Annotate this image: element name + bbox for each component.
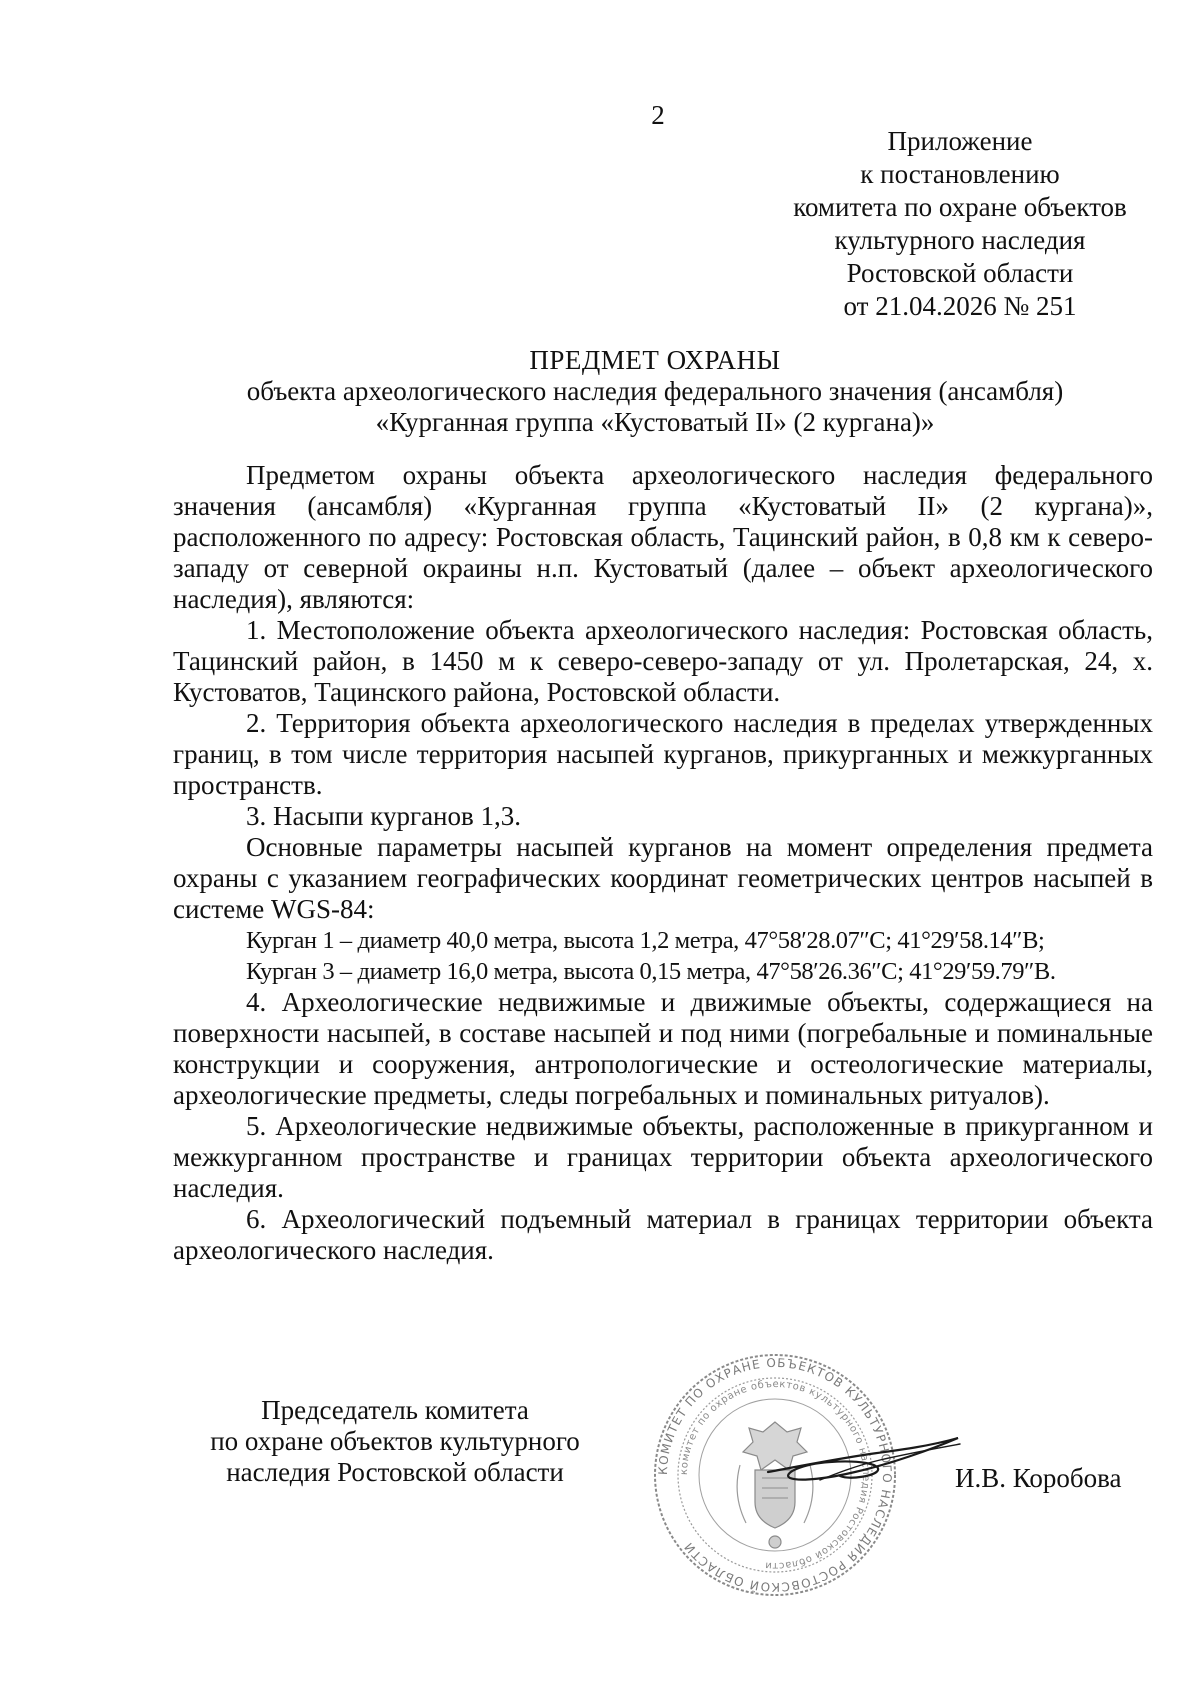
kurgan-3-line: Курган 3 – диаметр 16,0 метра, высота 0,15 метра, 47°58′26.36″С; 41°29′59.79″В.	[246, 958, 1056, 985]
kurgan-1-line: Курган 1 – диаметр 40,0 метра, высота 1,2 метра, 47°58′28.07″С; 41°29′58.14″В;	[246, 927, 1045, 954]
signatory-position	[170, 1395, 620, 1488]
title-object-name: «Курганная группа «Кустоватый II» (2 кургана)»	[375, 407, 935, 437]
intro-paragraph: Предметом охраны объекта археологического наследия федерального значения (ансамбля) «Курганная группа «Кустоватый II» (2 кургана)», расположенного по адресу: Ростовская область, Тацинский район, в 0,8 км к северо-западу от северной окраины н.п. Кустоватый (далее – объект археологического наследия), являются:	[173, 460, 1153, 614]
item-mounds: 3. Насыпи курганов 1,3.	[246, 801, 521, 831]
item-archaeological-objects: 4. Археологические недвижимые и движимые объекты, содержащиеся на поверхности насыпей, в составе насыпей и под ними (погребальные и поминальные конструкции и сооружения, антропологические и остеологические материалы, археологические предметы, следы погребальных и поминальных ритуалов).	[173, 987, 1153, 1110]
position-line: по охране объектов культурного	[210, 1426, 580, 1456]
handwritten-signature	[760, 1420, 965, 1500]
appendix-line: культурного наследия	[834, 225, 1086, 255]
document-body	[173, 460, 1153, 1266]
appendix-header	[700, 125, 1200, 323]
mound-parameters-paragraph: Основные параметры насыпей курганов на момент определения предмета охраны с указанием географических координат геометрических центров насыпей в системе WGS-84:	[173, 832, 1153, 924]
appendix-line: Ростовской области	[846, 258, 1074, 288]
appendix-line: к постановлению	[860, 159, 1060, 189]
item-surface-material: 6. Археологический подъемный материал в границах территории объекта археологического наследия.	[173, 1204, 1153, 1265]
page-number: 2	[651, 100, 665, 130]
position-line: Председатель комитета	[261, 1395, 529, 1425]
item-immovable-objects: 5. Археологические недвижимые объекты, расположенные в прикурганном и межкурганном пространстве и границах территории объекта археологического наследия.	[173, 1111, 1153, 1203]
title-subheading: объекта археологического наследия федерального значения (ансамбля)	[246, 376, 1064, 406]
item-location: 1. Местоположение объекта археологического наследия: Ростовская область, Тацинский район, в 1450 м к северо-северо-западу от ул. Пролетарская, 24, х. Кустоватов, Тацинского района, Ростовской области.	[173, 615, 1153, 707]
appendix-date-number: от 21.04.2026 № 251	[843, 291, 1077, 321]
appendix-line: Приложение	[887, 126, 1033, 156]
title-heading: ПРЕДМЕТ ОХРАНЫ	[529, 345, 781, 375]
seal-inner-text: комитет по охране объектов культурного наследия Ростовской области	[678, 1378, 872, 1572]
item-territory: 2. Территория объекта археологического наследия в пределах утвержденных границ, в том числе территория насыпей курганов, прикурганных и межкурганных пространств.	[173, 708, 1153, 800]
position-line: наследия Ростовской области	[226, 1457, 564, 1487]
signatory-name: И.В. Коробова	[955, 1463, 1122, 1493]
seal-outer-text: КОМИТЕТ ПО ОХРАНЕ ОБЪЕКТОВ КУЛЬТУРНОГО НАСЛЕДИЯ РОСТОВСКОЙ ОБЛАСТИ	[655, 1355, 895, 1595]
appendix-line: комитета по охране объектов	[793, 192, 1127, 222]
document-title	[150, 345, 1160, 438]
